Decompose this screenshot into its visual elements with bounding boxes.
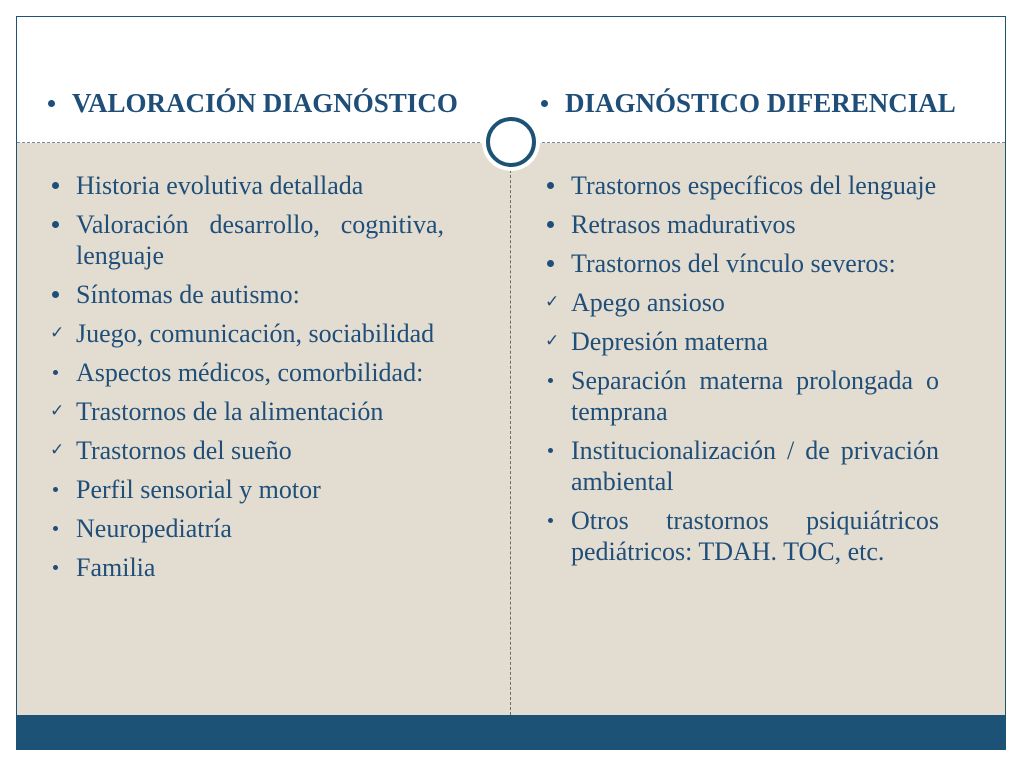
small-bullet-icon: [545, 435, 565, 466]
list-item-text: Apego ansioso: [571, 288, 725, 317]
list-item: [50, 396, 444, 427]
checkmark-icon: ✓: [50, 323, 65, 343]
list-item-text: Familia: [76, 553, 156, 582]
list-item: [50, 513, 444, 544]
list-item: [50, 552, 444, 583]
bullet-icon: [545, 248, 565, 279]
list-item-text: Retrasos madurativos: [571, 210, 796, 239]
center-circle-icon: [486, 117, 536, 167]
list-item: [545, 365, 939, 427]
left-heading-text: VALORACIÓN DIAGNÓSTICO: [72, 88, 458, 118]
checkmark-icon: ✓: [50, 401, 65, 421]
list-item-text: Trastornos del sueño: [76, 436, 292, 465]
small-bullet-icon: [545, 505, 565, 536]
list-item-text: Institucionalización / de privación ambiental: [571, 436, 939, 496]
list-item: [545, 170, 939, 201]
list-item: [50, 357, 444, 388]
list-item-text: Depresión materna: [571, 327, 769, 356]
footer-bar: [17, 715, 1005, 749]
small-bullet-icon: [50, 357, 70, 388]
small-bullet-icon: [50, 513, 70, 544]
bullet-icon: [48, 100, 55, 107]
list-item: [50, 209, 444, 271]
list-item: [545, 505, 939, 567]
column-divider: [510, 160, 511, 715]
bullet-icon: [50, 279, 70, 310]
left-column-list: [50, 170, 444, 591]
small-bullet-icon: [545, 365, 565, 396]
right-heading-text: DIAGNÓSTICO DIFERENCIAL: [565, 88, 956, 118]
list-item-text: Neuropediatría: [76, 514, 232, 543]
bullet-icon: [545, 170, 565, 201]
list-item-text: Valoración desarrollo, cognitiva, lenguaje: [76, 210, 444, 270]
checkmark-icon: ✓: [545, 292, 560, 312]
list-item-text: Trastornos del vínculo severos:: [571, 249, 896, 278]
bullet-icon: [541, 100, 548, 107]
list-item: [545, 435, 939, 497]
bullet-icon: [50, 209, 70, 240]
list-item-text: Aspectos médicos, comorbilidad:: [76, 358, 424, 387]
bullet-icon: [50, 170, 70, 201]
list-item: [545, 209, 939, 240]
list-item: [545, 287, 939, 318]
checkmark-icon: ✓: [545, 331, 560, 351]
small-bullet-icon: [50, 474, 70, 505]
list-item-text: Separación materna prolongada o temprana: [571, 366, 939, 426]
checkmark-icon: ✓: [50, 440, 65, 460]
list-item-text: Síntomas de autismo:: [76, 280, 300, 309]
list-item: [545, 326, 939, 357]
list-item: [50, 474, 444, 505]
list-item: [50, 318, 444, 349]
list-item-text: Historia evolutiva detallada: [76, 171, 364, 200]
list-item-text: Perfil sensorial y motor: [76, 475, 321, 504]
small-bullet-icon: [50, 552, 70, 583]
list-item: [50, 279, 444, 310]
right-column-list: [545, 170, 939, 575]
list-item-text: Juego, comunicación, sociabilidad: [76, 319, 435, 348]
list-item: [50, 170, 444, 201]
list-item-text: Trastornos de la alimentación: [76, 397, 384, 426]
right-column-heading: [541, 88, 956, 119]
list-item-text: Otros trastornos psiquiátricos pediátricos: TDAH. TOC, etc.: [571, 506, 939, 566]
left-column-heading: [48, 88, 458, 119]
bullet-icon: [545, 209, 565, 240]
list-item: [545, 248, 939, 279]
list-item-text: Trastornos específicos del lenguaje: [571, 171, 937, 200]
list-item: [50, 435, 444, 466]
